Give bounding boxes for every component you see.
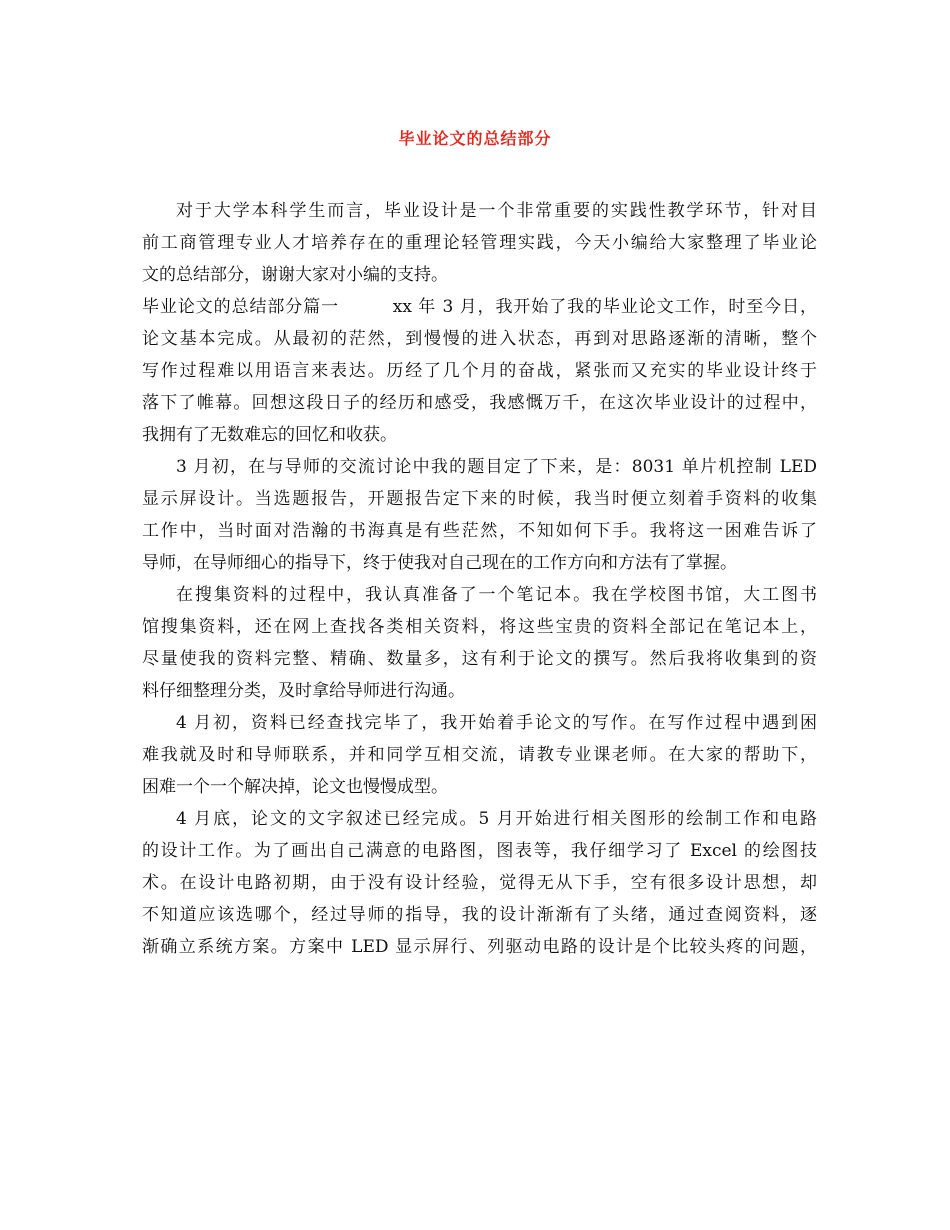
- paragraph-line: 文的总结部分，谢谢大家对小编的支持。: [142, 265, 448, 285]
- paragraph-line: 困难一个一个解决掉，论文也慢慢成型。: [142, 777, 448, 797]
- paragraph-line: 尽量使我的资料完整、精确、数量多，这有利于论文的撰写。然后我将收集到的资: [142, 649, 817, 669]
- paragraph-line: 导师，在导师细心的指导下，终于使我对自己现在的工作方向和方法有了掌握。: [142, 553, 737, 573]
- paragraph-line: 写作过程难以用语言来表达。历经了几个月的奋战，紧张而又充实的毕业设计终于: [142, 361, 817, 381]
- paragraph-line: 的设计工作。为了画出自己满意的电路图，图表等，我仔细学习了 Excel 的绘图技: [142, 841, 817, 861]
- paragraph-line: 毕业论文的总结部分篇一 xx 年 3 月，我开始了我的毕业论文工作，时至今日，: [142, 297, 817, 317]
- document-body: [142, 195, 817, 963]
- paragraph-line: 术。在设计电路初期，由于没有设计经验，觉得无从下手，空有很多设计思想，却: [142, 873, 817, 893]
- paragraph-line: 4 月初，资料已经查找完毕了，我开始着手论文的写作。在写作过程中遇到困: [176, 713, 817, 733]
- paragraph-line: 前工商管理专业人才培养存在的重理论轻管理实践，今天小编给大家整理了毕业论: [142, 233, 817, 253]
- paragraph-line: 渐确立系统方案。方案中 LED 显示屏行、列驱动电路的设计是个比较头疼的问题，: [142, 937, 817, 957]
- paragraph-line: 工作中，当时面对浩瀚的书海真是有些茫然，不知如何下手。我将这一困难告诉了: [142, 521, 817, 541]
- paragraph-line: 料仔细整理分类，及时拿给导师进行沟通。: [142, 681, 465, 701]
- paragraph-line: 在搜集资料的过程中，我认真准备了一个笔记本。我在学校图书馆，大工图书: [176, 585, 817, 605]
- paragraph-line: 3 月初，在与导师的交流讨论中我的题目定了下来，是：8031 单片机控制 LED: [176, 457, 817, 477]
- paragraph-line: 对于大学本科学生而言，毕业设计是一个非常重要的实践性教学环节，针对目: [176, 201, 817, 221]
- paragraph-line: 论文基本完成。从最初的茫然，到慢慢的进入状态，再到对思路逐渐的清晰，整个: [142, 329, 817, 349]
- paragraph-line: 我拥有了无数难忘的回忆和收获。: [142, 425, 397, 445]
- paragraph-line: 馆搜集资料，还在网上查找各类相关资料，将这些宝贵的资料全部记在笔记本上，: [142, 617, 817, 637]
- paragraph-line: 4 月底，论文的文字叙述已经完成。5 月开始进行相关图形的绘制工作和电路: [176, 809, 817, 829]
- paragraph-line: 显示屏设计。当选题报告，开题报告定下来的时候，我当时便立刻着手资料的收集: [142, 489, 817, 509]
- paragraph-line: 难我就及时和导师联系，并和同学互相交流，请教专业课老师。在大家的帮助下，: [142, 745, 817, 765]
- paragraph-line: 不知道应该选哪个，经过导师的指导，我的设计渐渐有了头绪，通过查阅资料，逐: [142, 905, 817, 925]
- document-title: 毕业论文的总结部分: [398, 129, 552, 148]
- paragraph-line: 落下了帷幕。回想这段日子的经历和感受，我感慨万千，在这次毕业设计的过程中，: [142, 393, 817, 413]
